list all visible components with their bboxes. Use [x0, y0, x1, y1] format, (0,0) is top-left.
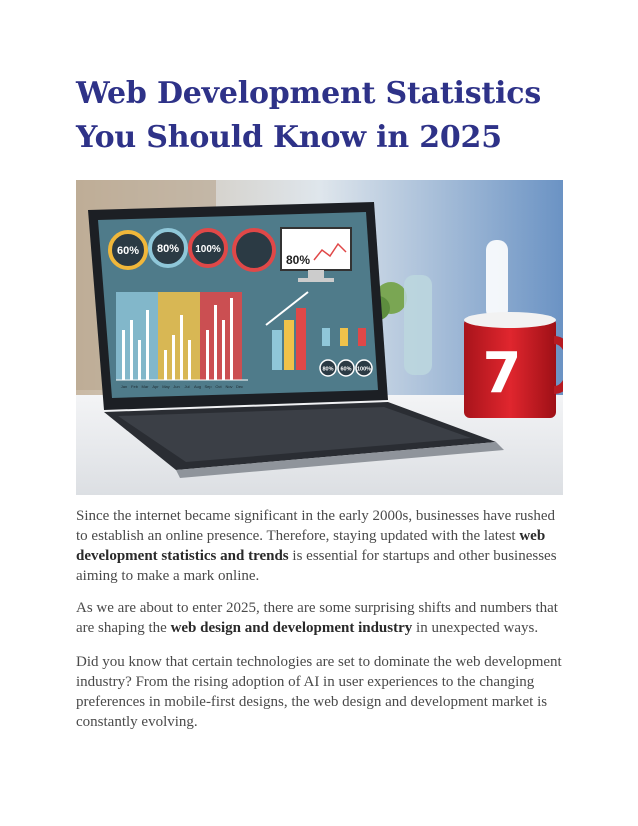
- month-tick-label: Apr: [152, 384, 159, 389]
- month-tick-label: Dec: [235, 384, 244, 389]
- paragraph-2: [76, 598, 566, 638]
- paragraph-text: is essential for startups and other businesses aiming to make a mark online.: [76, 548, 557, 584]
- bar-chart-illustration: [116, 292, 248, 380]
- paragraph-text: Since the internet became significant in the early 2000s, businesses have rushed to establish an online presence. Therefore, staying updated with the latest: [76, 508, 556, 544]
- small-gauge-label: 80%: [322, 366, 334, 373]
- month-tick-label: Sep: [204, 384, 212, 389]
- paragraph-text: As we are about to enter 2025, there are some surprising shifts and numbers that are shaping the: [76, 600, 558, 636]
- paragraph-1: [76, 506, 566, 586]
- mug-number: 7: [482, 341, 522, 406]
- paragraph-bold-text: web design and development industry: [170, 620, 413, 636]
- article-title: Web Development Statistics You Should Know in 2025: [76, 76, 542, 155]
- month-tick-label: Mar: [141, 384, 149, 389]
- month-tick-label: Oct: [215, 384, 222, 389]
- gauge-label: 60%: [116, 245, 140, 257]
- gauge-label: 100%: [195, 244, 221, 255]
- paragraph-bold-text: web development statistics and trends: [76, 528, 546, 564]
- month-tick-label: Aug: [193, 384, 202, 389]
- month-tick-label: Jun: [173, 384, 180, 389]
- month-tick-label: Nov: [225, 384, 233, 389]
- small-gauge-label: 100%: [356, 366, 372, 373]
- small-gauge-label: 60%: [340, 366, 352, 373]
- monitor-label: 80%: [285, 253, 311, 267]
- laptop-dashboard-illustration: [76, 180, 563, 495]
- month-tick-label: Jul: [184, 384, 190, 389]
- month-tick-label: Jan: [120, 384, 128, 389]
- red-mug: [464, 312, 563, 418]
- paragraph-3: Did you know that certain technologies are set to dominate the web development industry? From the rising adoption of AI in user experiences to the changing preferences in mobile-first designs, the web design and development market is constantly evolving.: [76, 654, 562, 730]
- month-tick-label: May: [162, 384, 170, 389]
- paragraph-text: in unexpected ways.: [412, 620, 539, 636]
- month-tick-label: Feb: [131, 384, 138, 389]
- gauge-label: 80%: [156, 243, 180, 255]
- hero-image: [76, 180, 563, 495]
